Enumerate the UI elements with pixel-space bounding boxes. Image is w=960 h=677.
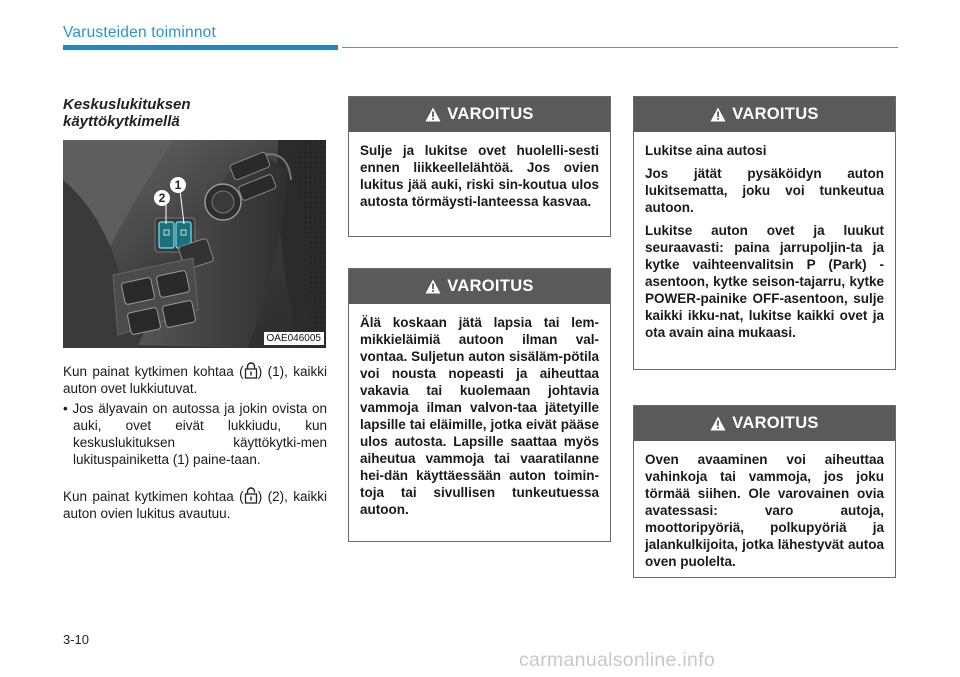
section-heading: Keskuslukituksen käyttökytkimellä <box>63 96 191 130</box>
paragraph-lock-before: Kun painat kytkimen kohtaa ( <box>63 364 244 379</box>
warning-triangle-icon <box>425 279 441 294</box>
bullet-smart-key: • Jos älyavain on autossa ja jokin ovista on auki, ovet eivät lukkiudu, kun keskuslukituksen käyttökytki-men lukituspainiketta (1) paine-taan. <box>63 401 327 467</box>
warning-header <box>349 269 610 304</box>
paragraph-unlock-before: Kun painat kytkimen kohtaa ( <box>63 489 244 504</box>
warning-text: Älä koskaan jätä lapsia tai lem-mikkieläimiä autoon ilman val-vontaa. Suljetun auton sisäläm-pötila voi nousta nopeasti ja aiheuttaa vakavia tai kuolemaan johtavia vammoja ilman valvon-taa jätetyille lapsille tai eläimille, jotka eivät pääse ulos autosta. Lapsille saattaa myös aiheutua vammoja tai vaaratilanne hei-dän käyttäessään auton toimin-toja tai sivullisen tunkeutuessa autoon. <box>360 315 599 517</box>
chapter-accent-bar <box>63 45 338 50</box>
paragraph-unlock-after: ) (2), kaikki auton ovien lukitus avautuu. <box>63 489 327 521</box>
warning-label: VAROITUS <box>447 277 534 295</box>
warning-header <box>349 97 610 132</box>
watermark: carmanualsonline.info <box>519 649 715 671</box>
warning-label: VAROITUS <box>732 414 819 432</box>
warning-text: Sulje ja lukitse ovet huolelli-sesti ennen liikkeellelähtöä. Jos ovien lukitus jää auki, riski sin-koutua ulos autosta törmäysti-lanteessa kasvaa. <box>360 143 599 209</box>
chapter-rule <box>342 47 898 48</box>
warning-text: Lukitse auton ovet ja luukut seuraavasti: paina jarrupoljin-ta ja kytke vaihteenvalitsin P (Park) -asentoon, kytke seison-tajarru, kytke POWER-painike OFF-asentoon, sulje kaikki ikku-nat, lukitse kaikki ovet ja ota avain aina mukaasi. <box>645 223 884 340</box>
paragraph-lock-after: ) (1), kaikki auton ovet lukkiutuvat. <box>63 364 327 396</box>
lock-closed-icon <box>244 362 258 379</box>
warning-box-door-opening <box>633 405 896 578</box>
callout-1-label: 1 <box>174 178 182 192</box>
warning-text: Jos jätät pysäköidyn auton lukitsematta, joku voi tunkeutua autoon. <box>645 166 884 215</box>
warning-box-seal-doors <box>348 96 611 237</box>
photo-code: OAE046005 <box>264 332 325 345</box>
warning-triangle-icon <box>710 107 726 122</box>
warning-box-always-lock <box>633 96 896 370</box>
warning-header <box>634 406 895 441</box>
warning-triangle-icon <box>710 416 726 431</box>
callout-2-label: 2 <box>158 191 166 205</box>
paragraph-lock <box>63 362 327 397</box>
warning-text: Oven avaaminen voi aiheuttaa vahinkoja tai vammoja, jos joku törmää siihen. Ole varovainen ovia avatessasi: varo autoja, moottoripyöriä, polkupyöriä ja jalankulkijoita, jotka lähestyvät autoa oven puolelta. <box>645 452 884 569</box>
warning-label: VAROITUS <box>732 105 819 123</box>
chapter-title: Varusteiden toiminnot <box>63 24 216 41</box>
door-switch-photo <box>63 140 326 348</box>
warning-box-children-pets <box>348 268 611 542</box>
warning-label: VAROITUS <box>447 105 534 123</box>
warning-triangle-icon <box>425 107 441 122</box>
warning-header <box>634 97 895 132</box>
warning-text-title: Lukitse aina autosi <box>645 143 767 158</box>
lock-open-icon <box>244 487 258 504</box>
page-number: 3-10 <box>63 632 90 647</box>
paragraph-unlock <box>63 487 327 522</box>
